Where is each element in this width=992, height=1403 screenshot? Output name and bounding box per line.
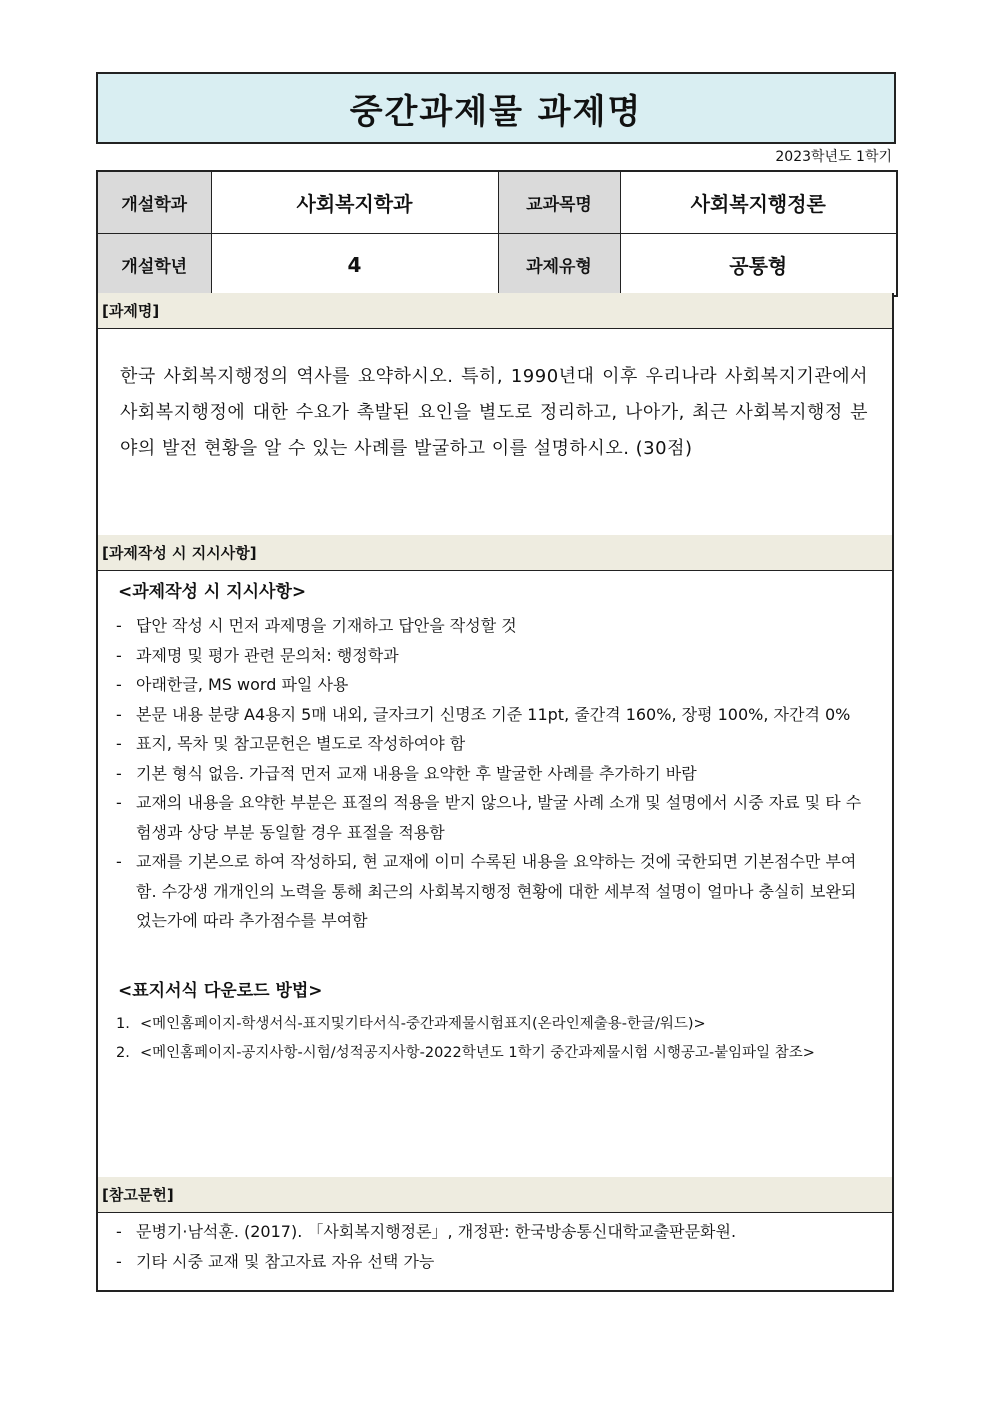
instructions-heading: [과제작성 시 지시사항]	[98, 535, 892, 571]
document-title-box	[96, 72, 896, 144]
list-item: - 아래한글, MS word 파일 사용	[116, 675, 349, 694]
list-item: - 본문 내용 분량 A4용지 5매 내외, 글자크기 신명조 기준 11pt, 줄간격 160%, 장평 100%, 자간격 0%	[116, 704, 851, 724]
course-label: 교과목명	[498, 171, 620, 234]
year-value: 4	[211, 234, 498, 297]
semester-label: 2023학년도 1학기	[775, 149, 892, 165]
download-list	[98, 1010, 892, 1068]
list-item: - 교재를 기본으로 하여 작성하되, 현 교재에 이미 수록된 내용을 요약하는 것에 국한되면 기본점수만 부여함. 수강생 개개인의 노력을 통해 최근의 사회복지행정 현황에 대한 세부적 설명이 얼마나 충실히 보완되었는가에 따라 추가점수를 부여함	[116, 852, 857, 930]
list-item: - 기본 형식 없음. 가급적 먼저 교재 내용을 요약한 후 발굴한 사례를 추가하기 바람	[116, 763, 697, 783]
task-section	[96, 293, 894, 537]
info-row-2	[97, 234, 897, 297]
course-value: 사회복지행정론	[620, 171, 897, 234]
list-item: - 과제명 및 평가 관련 문의처: 행정학과	[116, 645, 399, 665]
dept-value: 사회복지학과	[211, 171, 498, 234]
task-description: 한국 사회복지행정의 역사를 요약하시오. 특히, 1990년대 이후 우리나라 사회복지기관에서 사회복지행정에 대한 수요가 촉발된 요인을 별도로 정리하고, 나아가, 최근 사회복지행정 분야의 발전 현황을 알 수 있는 사례를 발굴하고 이를 설명하시오. (30점)	[120, 366, 868, 459]
list-item: 1. <메인홈페이지-학생서식-표지및기타서식-중간과제물시험표지(온라인제출용-한글/워드)>	[116, 1015, 706, 1032]
task-heading: [과제명]	[98, 293, 892, 329]
list-item: 2. <메인홈페이지-공지사항-시험/성적공지사항-2022학년도 1학기 중간과제물시험 시행공고-붙임파일 참조>	[116, 1044, 815, 1061]
type-label: 과제유형	[498, 234, 620, 297]
course-info-table	[96, 170, 898, 297]
list-item: - 기타 시중 교재 및 참고자료 자유 선택 가능	[116, 1251, 435, 1271]
year-label: 개설학년	[97, 234, 211, 297]
list-item: - 교재의 내용을 요약한 부분은 표절의 적용을 받지 않으나, 발굴 사례 소개 및 설명에서 시중 자료 및 타 수험생과 상당 부분 동일할 경우 표절을 적용함	[116, 793, 862, 842]
info-row-1	[97, 171, 897, 234]
instructions-list	[98, 611, 892, 936]
instructions-subtitle: <과제작성 시 지시사항>	[118, 582, 307, 602]
document-title: 중간과제물 과제명	[349, 91, 643, 132]
type-value: 공통형	[620, 234, 897, 297]
list-item: - 문병기·남석훈. (2017). 「사회복지행정론」, 개정판: 한국방송통신대학교출판문화원.	[116, 1222, 737, 1241]
list-item: - 표지, 목차 및 참고문헌은 별도로 작성하여야 함	[116, 734, 466, 753]
download-title: <표지서식 다운로드 방법>	[118, 980, 323, 1001]
dept-label: 개설학과	[97, 171, 211, 234]
instructions-section	[96, 535, 894, 1179]
references-list	[98, 1217, 892, 1276]
references-heading: [참고문헌]	[98, 1177, 892, 1213]
references-section	[96, 1177, 894, 1292]
list-item: - 답안 작성 시 먼저 과제명을 기재하고 답안을 작성할 것	[116, 616, 517, 635]
